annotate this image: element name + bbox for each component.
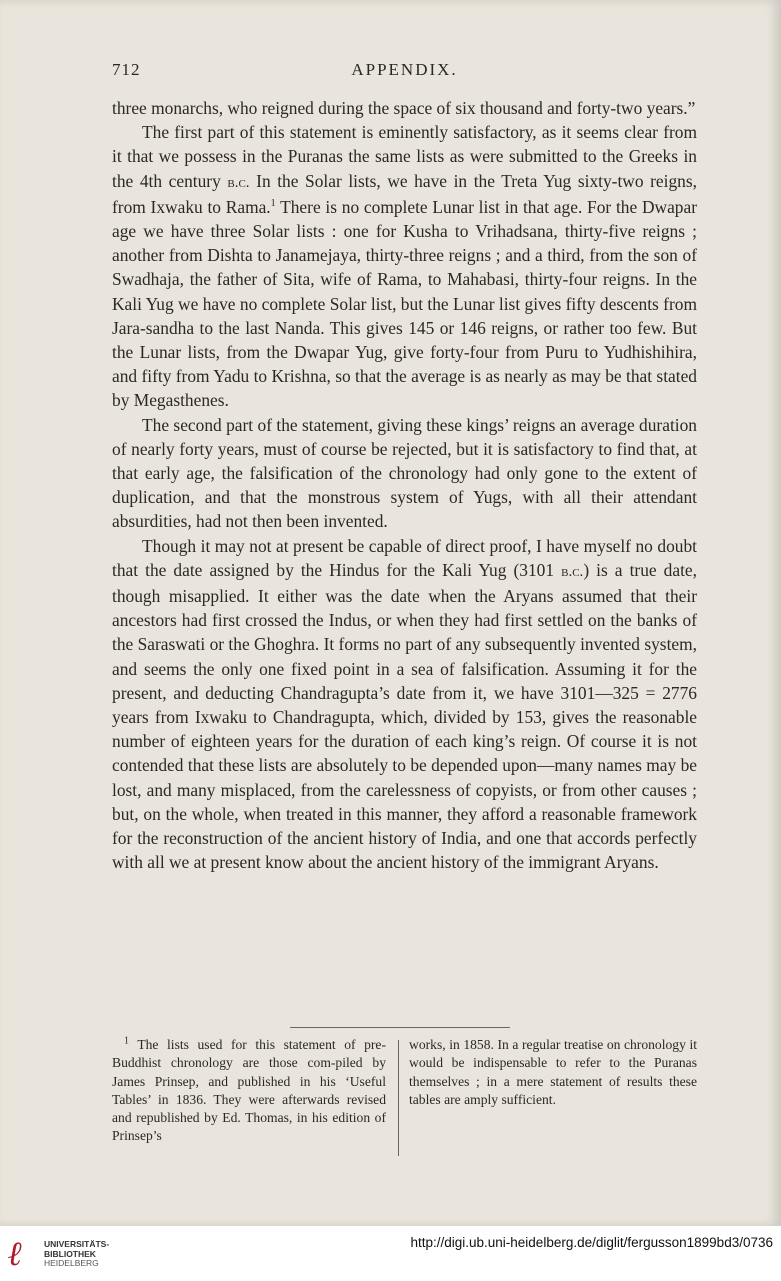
- permalink-url[interactable]: http://digi.ub.uni-heidelberg.de/diglit/fergusson1899bd3/0736: [410, 1235, 773, 1250]
- library-logo-text: UNIVERSITÄTS- BIBLIOTHEK HEIDELBERG: [44, 1239, 110, 1268]
- footnote-left-column: $^1$ The lists used for this statement of pre-Buddhist chronology are those com-piled by James Prinsep, and published in his ‘Useful Tables’ in 1836. They were afterwards revised and republished by Ed. Thomas, in his edition of Prinsep’s: [112, 1035, 386, 1144]
- library-footer: [0, 1226, 781, 1281]
- footnote-right-column: works, in 1858. In a regular treatise on chronology it would be indispensable to refer to the Puranas themselves ; in a mere statement of results these tables are amply sufficient.: [409, 1037, 697, 1107]
- footnote-ref: 1: [270, 198, 276, 210]
- footnotes: [112, 1036, 697, 1156]
- body-text: [112, 96, 697, 875]
- bc-abbrev: b.c.: [227, 174, 250, 191]
- paragraph-3: The second part of the statement, giving these kings’ reigns an average duration of nearly forty years, must of course be rejected, but it is satisfactory to find that, at that early age, the falsification of the chronology had only gone to the extent of duplication, and that the monstrous system of Yugs, with all their attendant absurdities, had not then been invented.: [112, 414, 697, 532]
- footnote-marker: 1: [124, 1035, 129, 1047]
- bc-abbrev: b.c.: [561, 563, 584, 580]
- column-divider: [398, 1040, 399, 1156]
- running-header: [112, 60, 697, 84]
- library-logo-icon[interactable]: ℓ: [8, 1234, 23, 1274]
- paragraph-2: The first part of this statement is eminently satisfactory, as it seems clear from it that we possess in the Puranas the same lists as were submitted to the Greeks in the 4th century b.c. In the Solar lists, we have in the Treta Yug sixty-two reigns, from Ixwaku to Rama.$^1$ There is no complete Lunar list in that age. For the Dwapar age we have three Solar lists : one for Kusha to Vrihadsana, thirty-five reigns ; another from Dishta to Janamejaya, thirty-three reigns ; and a third, from the son of Swadhaja, the father of Sita, wife of Rama, to Mahabasi, thirty-four reigns. In the Kali Yug we have no complete Solar list, but the Lunar list gives fifty descents from Jara-sandha to the last Nanda. This gives 145 or 146 reigns, or rather too few. But the Lunar lists, from the Dwapar Yug, give forty-four from Puru to Yudhishihira, and fifty from Yadu to Krishna, so that the average is as nearly as may be that stated by Megasthenes.: [112, 122, 697, 411]
- page-number: 712: [112, 60, 141, 79]
- paragraph-1: three monarchs, who reigned during the space of six thousand and forty-two years.”: [112, 98, 696, 118]
- paragraph-4: Though it may not at present be capable of direct proof, I have myself no doubt that the date assigned by the Hindus for the Kali Yug (3101 b.c.) is a true date, though misapplied. It either was the date when the Aryans assumed that their ancestors had first crossed the Indus, or when they had first settled on the banks of the Saraswati or the Ghoghra. It forms no part of any subsequently invented system, and seems the only one fixed point in a sea of falsification. Assuming it for the present, and deducting Chandragupta’s date from it, we have 3101—325 = 2776 years from Ixwaku to Chandragupta, which, divided by 153, gives the reasonable number of eighteen years for the duration of each king’s reign. Of course it is not contended that these lists are absolutely to be depended upon—many names may be lost, and many misplaced, from the carelessness of copyists, or from other causes ; but, on the whole, when treated in this manner, they afford a reasonable framework for the reconstruction of the ancient history of India, and one that accords perfectly with all we at present know about the ancient history of the immigrant Aryans.: [112, 535, 697, 873]
- page-title: APPENDIX.: [351, 60, 458, 79]
- footnote-rule: [290, 1027, 510, 1028]
